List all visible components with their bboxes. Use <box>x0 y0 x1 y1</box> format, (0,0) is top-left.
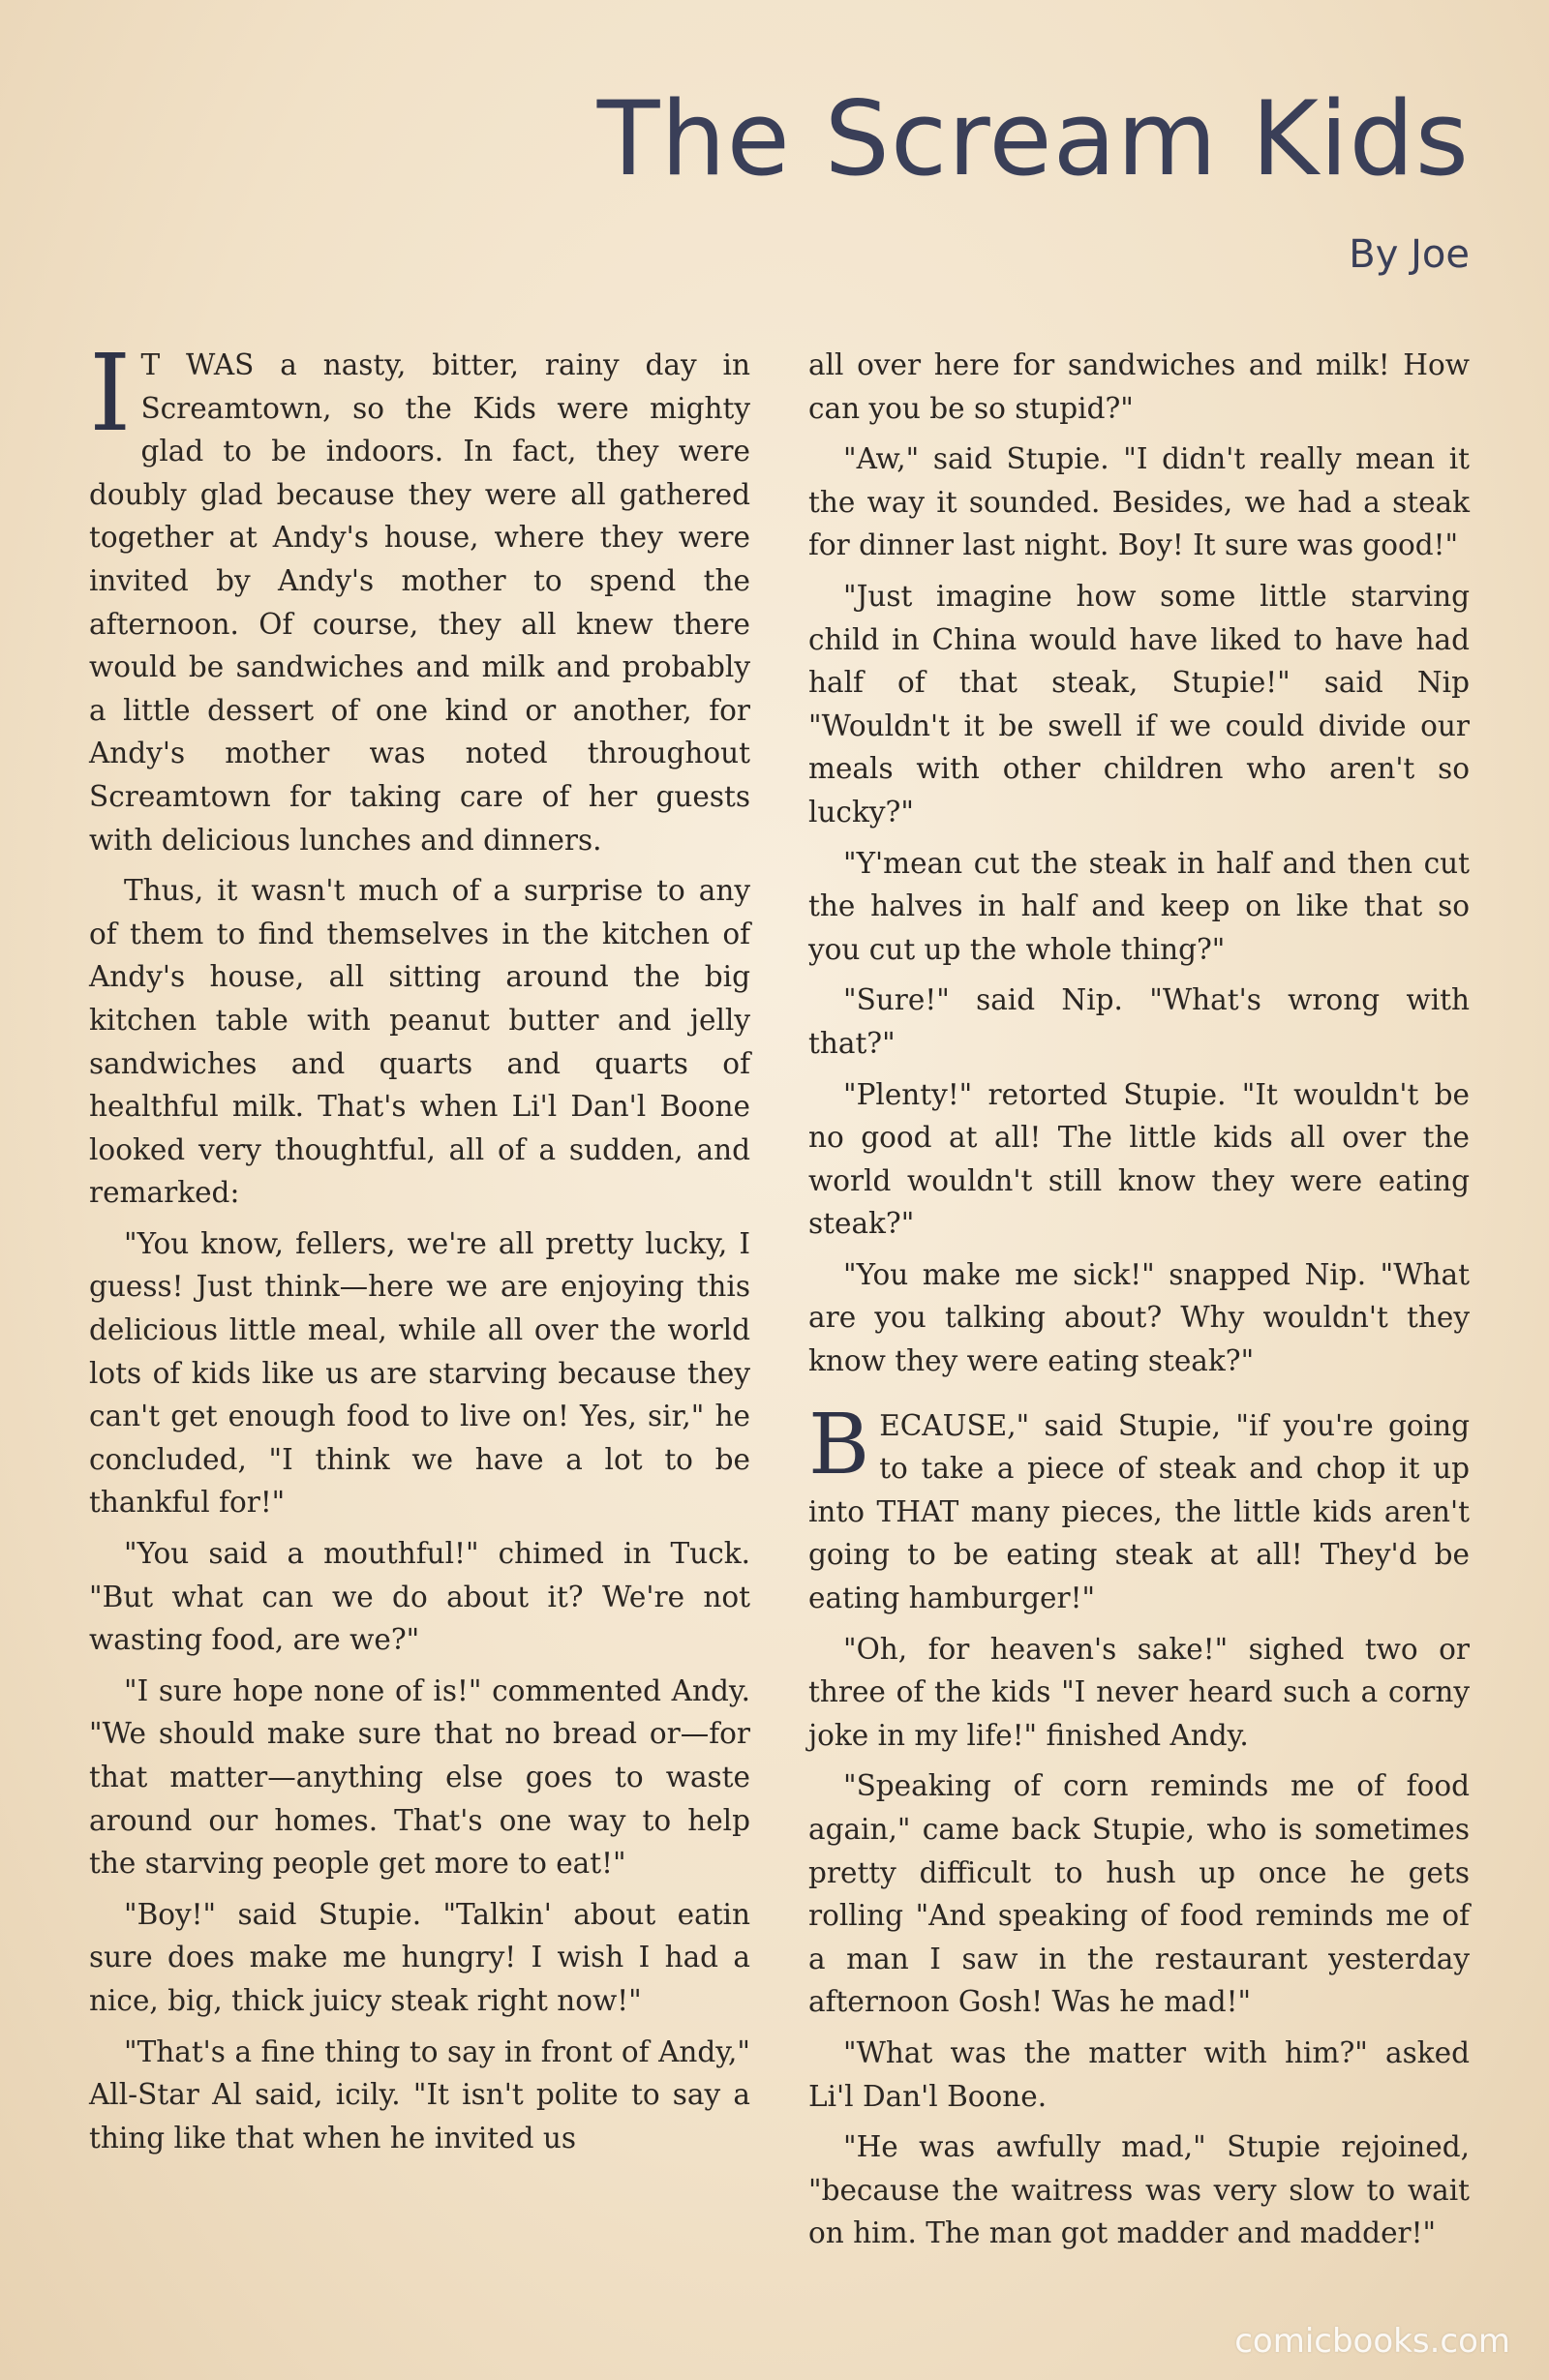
paragraph: "Aw," said Stupie. "I didn't really mean it the way it sounded. Besides, we had a steak for dinner last night. Boy! It sure was good!" <box>808 442 1470 562</box>
paragraph: "Y'mean cut the steak in half and then cut the halves in half and keep on like that so you cut up the whole thing?" <box>808 846 1470 966</box>
watermark: comicbooks.com <box>1234 2322 1510 2361</box>
paragraph: "Sure!" said Nip. "What's wrong with that?" <box>808 983 1470 1060</box>
lead-in: ECAUSE," <box>879 1408 1030 1442</box>
paragraph: Thus, it wasn't much of a surprise to any of them to find themselves in the kitchen of Andy's house, all sitting around the big kitchen table with peanut butter and jelly sandwiches and quarts and quarts of healthful milk. That's when Li'l Dan'l Boone looked very thoughtful, all of a sudden, and remarked: <box>89 874 750 1210</box>
paragraph: "You said a mouthful!" chimed in Tuck. "But what can we do about it? We're not wasting food, are we?" <box>89 1537 750 1657</box>
paragraph: "What was the matter with him?" asked Li'l Dan'l Boone. <box>808 2035 1470 2113</box>
paragraph: "Oh, for heaven's sake!" sighed two or three of the kids "I never heard such a corny joke in my life!" finished Andy. <box>808 1632 1470 1752</box>
byline: By Joe <box>1349 232 1470 277</box>
paragraph: "Speaking of corn reminds me of food again," came back Stupie, who is sometimes pretty difficult to hush up once he gets rolling "And speaking of food reminds me of a man I saw in the restaurant yesterday afternoon Gosh! Was he mad!" <box>808 1769 1470 2019</box>
paragraph: "He was awfully mad," Stupie rejoined, "because the waitress was very slow to wait on him. The man got madder and madder!" <box>808 2130 1470 2250</box>
paragraph: "I sure hope none of is!" commented Andy. "We should make sure that no bread or—for that matter—anything else goes to waste around our homes. That's one way to help the starving people get more to eat!" <box>89 1673 750 1881</box>
drop-cap: B <box>808 1396 870 1493</box>
paragraph: "Boy!" said Stupie. "Talkin' about eatin sure does make me hungry! I wish I had a nice, big, thick juicy steak right now!" <box>89 1897 750 2017</box>
paragraph: "You make me sick!" snapped Nip. "What are you talking about? Why wouldn't they know they were eating steak?" <box>808 1257 1470 1378</box>
paragraph <box>89 331 750 861</box>
drop-cap: I <box>89 331 132 455</box>
paragraph: "Just imagine how some little starving child in China would have liked to have had half of that steak, Stupie!" said Nip "Wouldn't it be swell if we could divide our meals with other children who aren't so lucky?" <box>808 579 1470 828</box>
paragraph-text: a nasty, bitter, rainy day in Screamtown, so the Kids were mighty glad to be indoors. In fact, they were doubly glad because they were all gathered together at Andy's house, where they were invited by Andy's mother to spend the afternoon. Of course, they all knew there would be sandwiches and milk and probably a little dessert of one kind or another, for Andy's mother was noted throughout Screamtown for taking care of her guests with delicious lunches and dinners. <box>89 348 750 857</box>
lead-in: T WAS <box>140 348 255 381</box>
left-column <box>89 331 750 2167</box>
paragraph: all over here for sandwiches and milk! How can you be so stupid?" <box>808 348 1470 425</box>
paragraph <box>808 1396 1470 1620</box>
right-column <box>808 344 1470 2263</box>
paragraph: "You know, fellers, we're all pretty lucky, I guess! Just think—here we are enjoying this delicious little meal, while all over the world lots of kids like us are starving because they can't get enough food to live on! Yes, sir," he concluded, "I think we have a lot to be thankful for!" <box>89 1226 750 1520</box>
page-title: The Scream Kids <box>596 79 1470 198</box>
paragraph: "That's a fine thing to say in front of Andy," All-Star Al said, icily. "It isn't polite to say a thing like that when he invited us <box>89 2034 750 2154</box>
paragraph-text: said Stupie, "if you're going to take a piece of steak and chop it up into THAT many pieces, the little kids aren't going to be eating steak at all! They'd be eating hamburger!" <box>808 1408 1470 1615</box>
paragraph: "Plenty!" retorted Stupie. "It wouldn't be no good at all! The little kids all over the world wouldn't still know they were eating steak?" <box>808 1077 1470 1241</box>
